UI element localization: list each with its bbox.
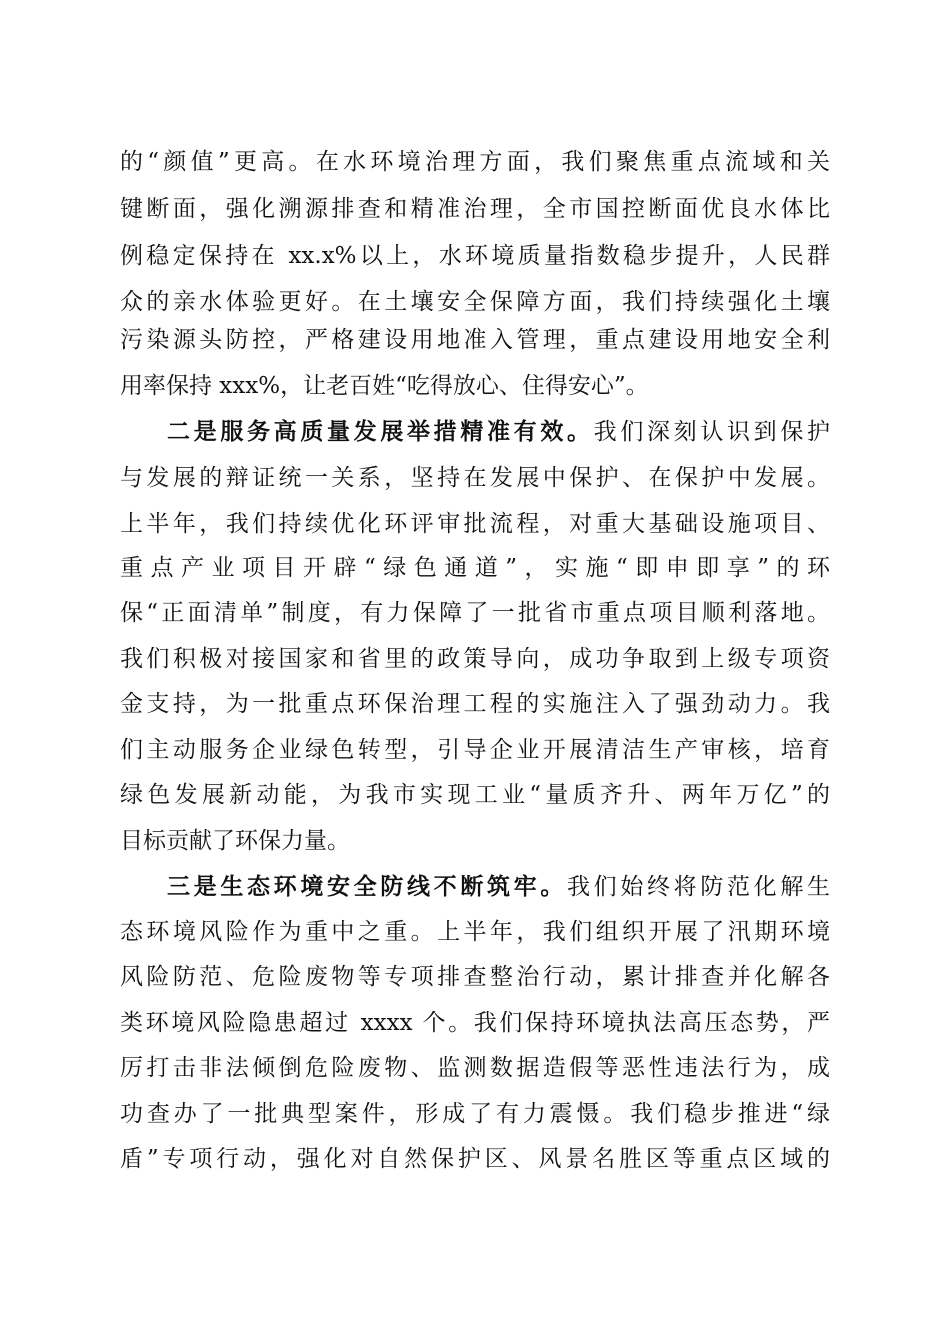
paragraph-3-first-line (167, 867, 830, 907)
paragraph-2-line: 与发展的辩证统一关系，坚持在发展中保护、在保护中发展。 (120, 465, 830, 491)
paragraph-2-line: 目标贡献了环保力量。 (120, 828, 350, 854)
paragraph-1-line: 众的亲水体验更好。在土壤安全保障方面，我们持续强化土壤 (120, 289, 830, 315)
paragraph-2-line: 保“正面清单”制度，有力保障了一批省市重点项目顺利落地。 (120, 600, 830, 626)
paragraph-3-line: 厉打击非法倾倒危险废物、监测数据造假等恶性违法行为，成 (120, 1055, 830, 1081)
paragraph-2-line: 上半年，我们持续优化环评审批流程，对重大基础设施项目、 (120, 511, 830, 537)
paragraph-3-line: 类环境风险隐患超过 xxxx 个。我们保持环境执法高压态势，严 (120, 1010, 830, 1036)
paragraph-3-heading: 三是生态环境安全防线不断筑牢。 (167, 873, 567, 900)
paragraph-3-line: 功查办了一批典型案件，形成了有力震慑。我们稳步推进“绿 (120, 1101, 830, 1127)
paragraph-2-heading: 二是服务高质量发展举措精准有效。 (167, 418, 594, 445)
paragraph-2-first-line-text: 我们深刻认识到保护 (593, 419, 831, 445)
paragraph-2-line: 绿色发展新动能，为我市实现工业“量质齐升、两年万亿”的 (120, 782, 830, 808)
paragraph-2-line: 们主动服务企业绿色转型，引导企业开展清洁生产审核，培育 (120, 737, 830, 763)
paragraph-1-line: 污染源头防控，严格建设用地准入管理，重点建设用地安全利 (120, 327, 830, 353)
paragraph-3-line: 盾”专项行动，强化对自然保护区、风景名胜区等重点区域的 (120, 1146, 830, 1172)
paragraph-2-line: 金支持，为一批重点环保治理工程的实施注入了强劲动力。我 (120, 691, 830, 717)
paragraph-2-line: 我们积极对接国家和省里的政策导向，成功争取到上级专项资 (120, 646, 830, 672)
paragraph-2-line: 重点产业项目开辟“绿色通道”，实施“即申即享”的环 (120, 555, 830, 581)
paragraph-1-line: 的“颜值”更高。在水环境治理方面，我们聚焦重点流域和关 (120, 149, 830, 175)
paragraph-1-line: 用率保持 xxx%，让老百姓“吃得放心、住得安心”。 (120, 373, 649, 399)
paragraph-3-line: 态环境风险作为重中之重。上半年，我们组织开展了汛期环境 (120, 919, 830, 945)
paragraph-1-line: 例稳定保持在 xx.x%以上，水环境质量指数稳步提升，人民群 (120, 243, 830, 269)
paragraph-3-line: 风险防范、危险废物等专项排查整治行动，累计排查并化解各 (120, 964, 830, 990)
paragraph-2-first-line (167, 412, 830, 452)
paragraph-1-line: 键断面，强化溯源排查和精准治理，全市国控断面优良水体比 (120, 196, 830, 222)
paragraph-3-first-line-text: 我们始终将防范化解生 (567, 874, 831, 900)
